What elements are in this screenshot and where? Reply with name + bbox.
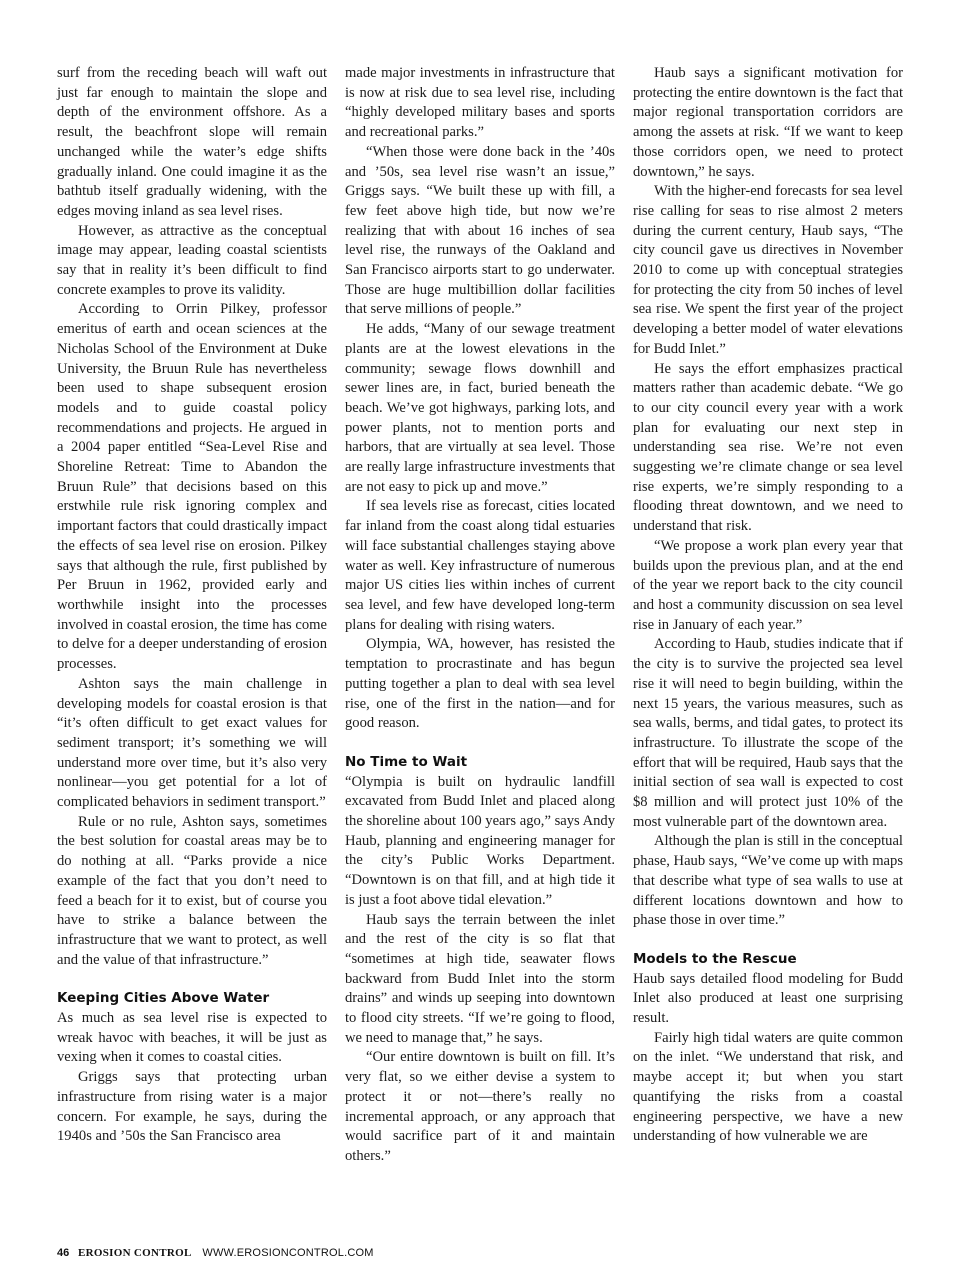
paragraph: If sea levels rise as forecast, cities located far inland from the coast along tidal estuaries will face substantial challenges staying above water as well. Key infrastructure of numerous major US cities lies within inches of current sea level, and few have developed long-term plans for dealing with rising waters.	[345, 498, 615, 633]
paragraph: According to Haub, studies indicate that if the city is to survive the projected sea level rise it will need to begin building, within the next 15 years, the various measures, such as sea walls, berms, and tidal gates, to protect its infrastructure. To illustrate the scope of the effort that will be required, Haub says that the initial section of sea wall is expected to cost $8 million and will protect just 10% of the most vulnerable part of the downtown area.	[633, 636, 903, 830]
paragraph: With the higher-end forecasts for sea level rise calling for seas to rise almost 2 meters during the current century, Haub says, “The city council gave us directives in November 2010 to come up with conceptual strategies for protecting the city from 50 inches of level sea rise. We spent the first year of the project developing a better model of water elevations for Budd Inlet.”	[633, 183, 903, 357]
page-footer	[57, 1246, 374, 1260]
paragraph: Although the plan is still in the conceptual phase, Haub says, “We’ve come up with maps that describe what type of sea walls to use at different locations downtown and how to phase those in over time.”	[633, 833, 903, 929]
paragraph: He says the effort emphasizes practical matters rather than academic debate. “We go to our city council every year with a work plan for evaluating our next step in understanding sea rise. We’re not even suggesting we’re climate change or sea level rise experts, we’re simply responding to a flooding threat downtown, and we need to understand that risk.	[633, 360, 903, 535]
paragraph: Fairly high tidal waters are quite common on the inlet. “We understand that risk, and maybe accept it; but when you start quantifying the risks from a coastal engineering perspective, we have a new understanding of how vulnerable we are	[633, 1029, 903, 1145]
section-heading: Models to the Rescue	[633, 950, 797, 967]
paragraph: Haub says the terrain between the inlet and the rest of the city is so flat that “sometimes at high tide, seawater flows backward from Budd Inlet into the storm drains” and winds up seeping into downtown to flood city streets. “If we’re going to flood, we need to manage that,” he says.	[345, 911, 615, 1046]
paragraph: As much as sea level rise is expected to wreak havoc with beaches, it will be just as vexing when it comes to coastal cities.	[57, 1010, 327, 1066]
paragraph: Haub says detailed flood modeling for Budd Inlet also produced at least one surprising result.	[633, 970, 903, 1027]
paragraph: He adds, “Many of our sewage treatment plants are at the lowest elevations in the community; sewage flows downhill and sewer lines are, in fact, buried beneath the beach. We’ve got highways, parking lots, and power plants, not to mention ports and harbors, that are virtually at sea level. Those are really large infrastructure investments that are not easy to pick up and move.”	[345, 321, 615, 495]
paragraph: made major investments in infrastructure that is now at risk due to sea level rise, including “highly developed military bases and sports and recreational parks.”	[345, 65, 615, 141]
section-heading: Keeping Cities Above Water	[57, 990, 270, 1007]
page-number: 46	[57, 1247, 70, 1259]
section-heading: No Time to Wait	[345, 753, 468, 770]
paragraph: “Olympia is built on hydraulic landfill excavated from Budd Inlet and placed along the shoreline about 100 years ago,” says Andy Haub, planning and engineering manager for the city’s Public Works Department. “Downtown is on that fill, and at high tide it is just a foot above tidal elevation.”	[345, 773, 615, 908]
paragraph: Rule or no rule, Ashton says, sometimes the best solution for coastal areas may be to do nothing at all. “Parks provide a nice example of the fact that you don’t need to feed a beach for it to exist, but of course you have to strike a balance between the infrastructure that we want to protect, as well and the value of that infrastructure.”	[57, 813, 327, 968]
paragraph: Ashton says the main challenge in developing models for coastal erosion is that “it’s often difficult to get exact values for sediment transport; it’s something we will understand more over time, but it’s also very nonlinear—you get potential for a lot of complicated behaviors in sediment transport.”	[57, 675, 327, 811]
column-2	[345, 64, 615, 1167]
paragraph: According to Orrin Pilkey, professor emeritus of earth and ocean sciences at the Nicholas School of the Environment at Duke University, the Bruun Rule has nevertheless been used to shape subsequent erosion models and to guide coastal policy recommendations and projects. He argued in a 2004 paper entitled “Sea-Level Rise and Shoreline Retreat: Time to Abandon the Bruun Rule” that decisions based on this erstwhile rule risk ignoring complex and important factors that could drastically impact the effects of sea level rise on erosion. Pilkey says that although the rule, first published by Per Bruun in 1962, provided early and worthwhile insight into the processes involved in coastal erosion, the time has come to delve for a deeper understanding of erosion processes.	[57, 301, 327, 673]
magazine-name: EROSION CONTROL	[78, 1247, 192, 1259]
paragraph: Griggs says that protecting urban infrastructure from rising water is a major concern. For example, he says, during the 1940s and ’50s the San Francisco area	[57, 1069, 327, 1145]
paragraph: Haub says a significant motivation for protecting the entire downtown is the fact that major regional transportation corridors are among the assets at risk. “If we want to keep those corridors open, we need to protect downtown,” he says.	[633, 65, 903, 180]
column-1	[57, 64, 327, 1147]
paragraph: “Our entire downtown is built on fill. It’s very flat, so we either devise a system to protect it or not—there’s really no incremental approach, or any approach that would sacrifice part of it and maintain others.”	[345, 1049, 615, 1164]
paragraph: Olympia, WA, however, has resisted the temptation to procrastinate and has begun putting together a plan to deal with sea level rise, one of the first in the nation—and for good reason.	[345, 636, 615, 732]
paragraph: “We propose a work plan every year that builds upon the previous plan, and at the end of the year we report back to the city council and host a community discussion on sea level rise in January of each year.”	[633, 537, 903, 633]
column-3	[633, 64, 903, 1147]
magazine-url: WWW.EROSIONCONTROL.COM	[202, 1247, 374, 1259]
paragraph: “When those were done back in the ’40s and ’50s, sea level rise wasn’t an issue,” Griggs says. “We built these up with fill, a few feet above high tide, but now we’re realizing that with about 16 inches of sea level rise, the runways of the Oakland and San Francisco airports start to go underwater. Those are huge multibillion dollar facilities that serve millions of people.”	[345, 143, 615, 318]
paragraph: However, as attractive as the conceptual image may appear, leading coastal scientists say that in reality it’s been difficult to find concrete examples to prove its validity.	[57, 222, 327, 298]
paragraph: surf from the receding beach will waft out just far enough to maintain the slope and depth of the environment offshore. As a result, the beachfront slope will remain unchanged while the water’s edge shifts gradually inland. One could imagine it as the bathtub itself gradually widening, with the edges moving inland as sea level rises.	[57, 65, 327, 219]
